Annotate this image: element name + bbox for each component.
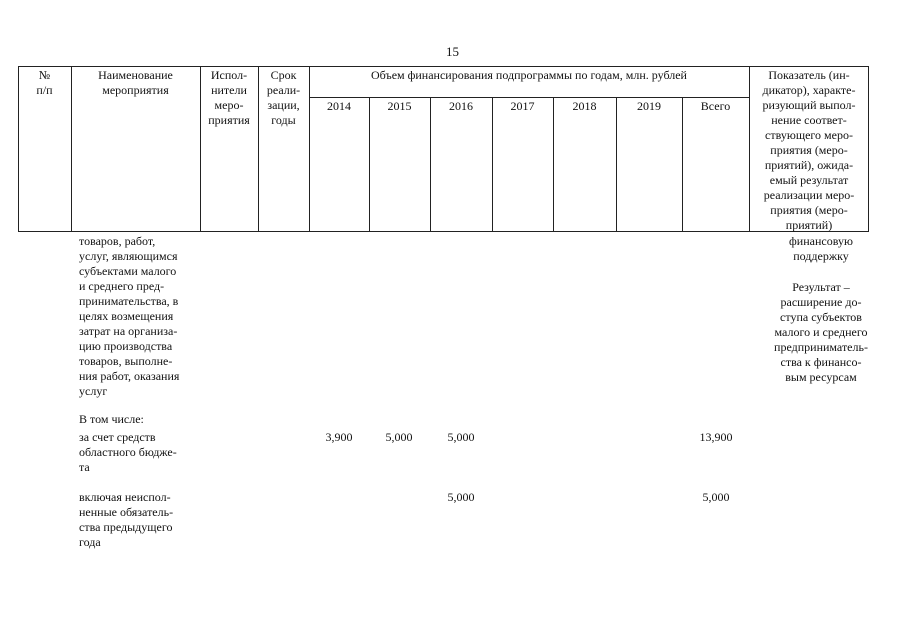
header-term: Срок реали- зации, годы (266, 68, 301, 127)
col-border (369, 97, 370, 232)
years-row-border (309, 97, 749, 98)
header-top-border (18, 66, 868, 67)
col-border (868, 66, 869, 232)
header-activity-name: Наименование мероприятия (98, 68, 173, 97)
col-border (309, 66, 310, 232)
header-number: № п/п (36, 68, 53, 97)
row-regional-budget-total: 13,900 (699, 430, 733, 444)
header-year-2018: 2018 (572, 99, 597, 113)
header-indicator: Показатель (ин- дикатор), характе- ризующий выпол- нение соответ- ствующего меро- приятия (меро- приятий), ожида- емый результат реализации меро- приятия (меро- приятий) (762, 68, 856, 232)
col-border (682, 97, 683, 232)
col-border (430, 97, 431, 232)
col-border (553, 97, 554, 232)
col-border (749, 66, 750, 232)
header-year-2017: 2017 (510, 99, 535, 113)
row-regional-budget-label: за счет средств областного бюдже- та (79, 430, 177, 474)
row-regional-budget-2015: 5,000 (385, 430, 413, 444)
header-executors: Испол- нители меро- приятия (208, 68, 250, 127)
row-unfulfilled-obligations-2016: 5,000 (447, 490, 475, 504)
header-year-2019: 2019 (637, 99, 661, 113)
including-label: В том числе: (79, 412, 144, 426)
table-header (0, 66, 905, 232)
indicator-result-text: Результат – расширение до- ступа субъектов малого и среднего предприниматель- ства к финансо- вым ресурсам (774, 280, 868, 384)
header-bottom-border (18, 231, 868, 232)
indicator-text-support: финансовую поддержку (789, 234, 853, 263)
page-number: 15 (446, 44, 459, 59)
row-unfulfilled-obligations-total: 5,000 (702, 490, 730, 504)
header-year-2015: 2015 (387, 99, 412, 113)
header-year-2014: 2014 (327, 99, 351, 113)
header-financing: Объем финансирования подпрограммы по годам, млн. рублей (371, 68, 687, 82)
col-border (492, 97, 493, 232)
header-total: Всего (700, 99, 731, 113)
header-year-2016: 2016 (449, 99, 473, 113)
row-regional-budget-2016: 5,000 (447, 430, 475, 444)
row-unfulfilled-obligations-label: включая неиспол- ненные обязатель- ства предыдущего года (79, 490, 174, 549)
activity-description: товаров, работ, услуг, являющимся субъектами малого и среднего пред- принимательства, в целях возмещения затрат на организа- цию производства товаров, выполне- ния работ, оказания услуг (79, 234, 180, 398)
row-regional-budget-2014: 3,900 (325, 430, 353, 444)
col-border (616, 97, 617, 232)
